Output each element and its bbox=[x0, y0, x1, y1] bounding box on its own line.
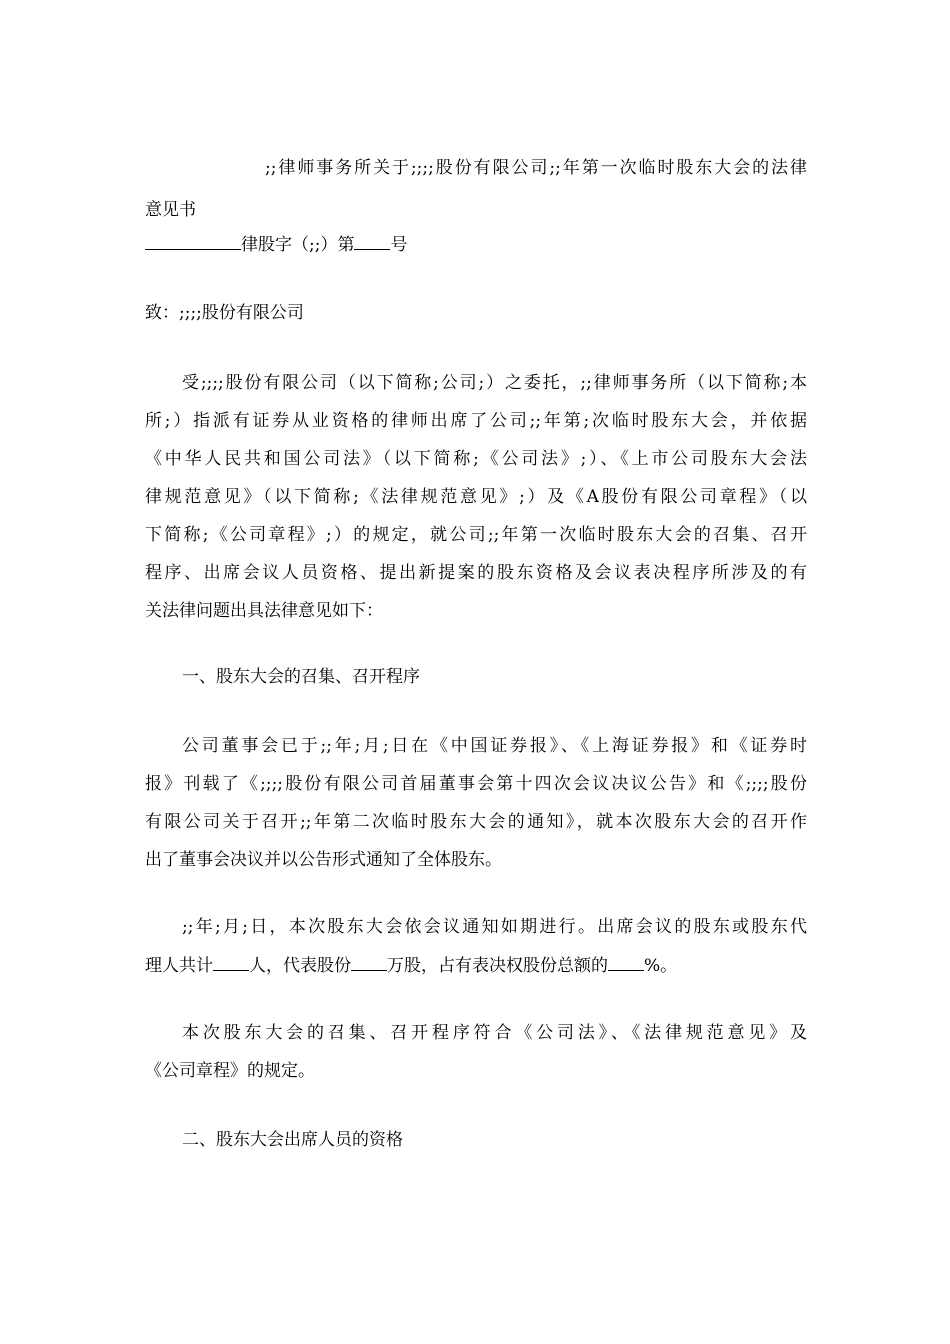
para1-line: 受;;;;股份有限公司（以下简称;公司;）之委托，;;律师事务所（以下简称;本 bbox=[182, 373, 807, 393]
para4-line: 本次股东大会的召集、召开程序符合《公司法》、《法律规范意见》及 bbox=[182, 1023, 807, 1043]
para1-line: 程序、出席会议人员资格、提出新提案的股东资格及会议表决程序所涉及的有 bbox=[145, 563, 807, 583]
para2-line: 公司董事会已于;;年;月;日在《中国证券报》、《上海证券报》和《证券时 bbox=[182, 736, 807, 756]
para2-line: 报》刊载了《;;;;股份有限公司首届董事会第十四次会议决议公告》和《;;;;股份 bbox=[145, 774, 807, 794]
para1-line: 关法律问题出具法律意见如下： bbox=[145, 601, 383, 621]
para3-text: %。 bbox=[644, 956, 678, 976]
para3-line-2 bbox=[145, 953, 807, 977]
para3-line-1: ;;年;月;日，本次股东大会依会议通知如期进行。出席会议的股东或股东代 bbox=[182, 917, 807, 937]
share-count-blank bbox=[351, 953, 387, 971]
title-line-1: ;;律师事务所关于;;;;股份有限公司;;年第一次临时股东大会的法律 bbox=[265, 158, 807, 178]
doc-number-blank bbox=[354, 232, 390, 250]
title-line-2: 意见书 bbox=[145, 200, 196, 220]
para4-line: 《公司章程》的规定。 bbox=[145, 1061, 315, 1081]
para2-line: 出了董事会决议并以公告形式通知了全体股东。 bbox=[145, 850, 502, 870]
percentage-blank bbox=[608, 953, 644, 971]
doc-prefix-blank bbox=[145, 232, 241, 250]
doc-number-middle: 律股字（;;）第 bbox=[241, 235, 355, 255]
doc-number-end: 号 bbox=[390, 235, 408, 255]
para1-line: 《中华人民共和国公司法》（以下简称;《公司法》;）、《上市公司股东大会法 bbox=[145, 449, 807, 469]
attendee-count-blank bbox=[213, 953, 249, 971]
para2-line: 有限公司关于召开;;年第二次临时股东大会的通知》，就本次股东大会的召开作 bbox=[145, 812, 807, 832]
para3-text: 理人共计 bbox=[145, 956, 213, 976]
section-heading-1: 一、股东大会的召集、召开程序 bbox=[182, 667, 420, 687]
para1-line: 律规范意见》（以下简称;《法律规范意见》;）及《A股份有限公司章程》（以 bbox=[145, 487, 807, 507]
para1-line: 下简称;《公司章程》;）的规定，就公司;;年第一次临时股东大会的召集、召开 bbox=[145, 525, 807, 545]
addressee: 致：;;;;股份有限公司 bbox=[145, 303, 304, 323]
para3-text: 万股，占有表决权股份总额的 bbox=[387, 956, 608, 976]
para1-line: 所;）指派有证券从业资格的律师出席了公司;;年第;次临时股东大会，并依据 bbox=[145, 411, 807, 431]
para3-text: 人，代表股份 bbox=[249, 956, 351, 976]
document-number bbox=[145, 232, 807, 256]
section-heading-2: 二、股东大会出席人员的资格 bbox=[182, 1130, 403, 1150]
